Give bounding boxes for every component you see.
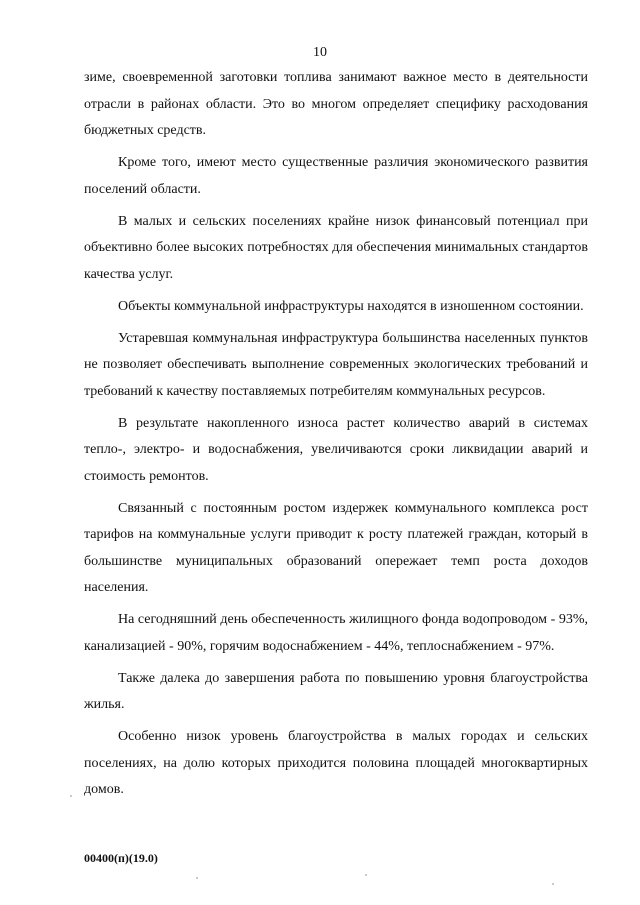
scan-speck [552,883,554,885]
scan-speck [70,795,72,797]
paragraph: Связанный с постоянным ростом издержек коммунального комплекса рост тарифов на коммунальные услуги приводит к росту платежей граждан, который в большинстве муниципальных образований опережает темп роста доходов населения. [84,500,588,595]
body-text [84,65,588,809]
paragraph: Также далека до завершения работа по повышению уровня благоустройства жилья. [84,670,588,712]
paragraph: В результате накопленного износа растет количество аварий в системах тепло-, электро- и водоснабжения, увеличиваются сроки ликвидации аварий и стоимость ремонтов. [84,415,588,484]
paragraph: Кроме того, имеют место существенные различия экономического развития поселений области. [84,155,588,197]
paragraph: Объекты коммунальной инфраструктуры находятся в изношенном состоянии. [118,298,584,314]
document-code: 00400(п)(19.0) [84,851,158,865]
page-number: 10 [313,45,327,60]
paragraph-continuation: зиме, своевременной заготовки топлива занимают важное место в деятельности отрасли в районах области. Это во многом определяет специфику расходования бюджетных средств. [84,70,588,138]
paragraph: В малых и сельских поселениях крайне низок финансовый потенциал при объективно более высоких потребностях для обеспечения минимальных стандартов качества услуг. [84,213,588,282]
scan-speck [365,874,367,876]
paragraph: Устаревшая коммунальная инфраструктура большинства населенных пунктов не позволяет обеспечивать выполнение современных экологических требований и требований к качеству поставляемых потребителям коммунальных ресурсов. [84,330,588,399]
scan-speck [196,877,198,879]
paragraph: На сегодняшний день обеспеченность жилищного фонда водопроводом - 93%, канализацией - 90%, горячим водоснабжением - 44%, теплоснабжением - 97%. [84,612,588,654]
paragraph: Особенно низок уровень благоустройства в малых городах и сельских поселениях, на долю которых приходится половина площадей многоквартирных домов. [84,729,588,797]
